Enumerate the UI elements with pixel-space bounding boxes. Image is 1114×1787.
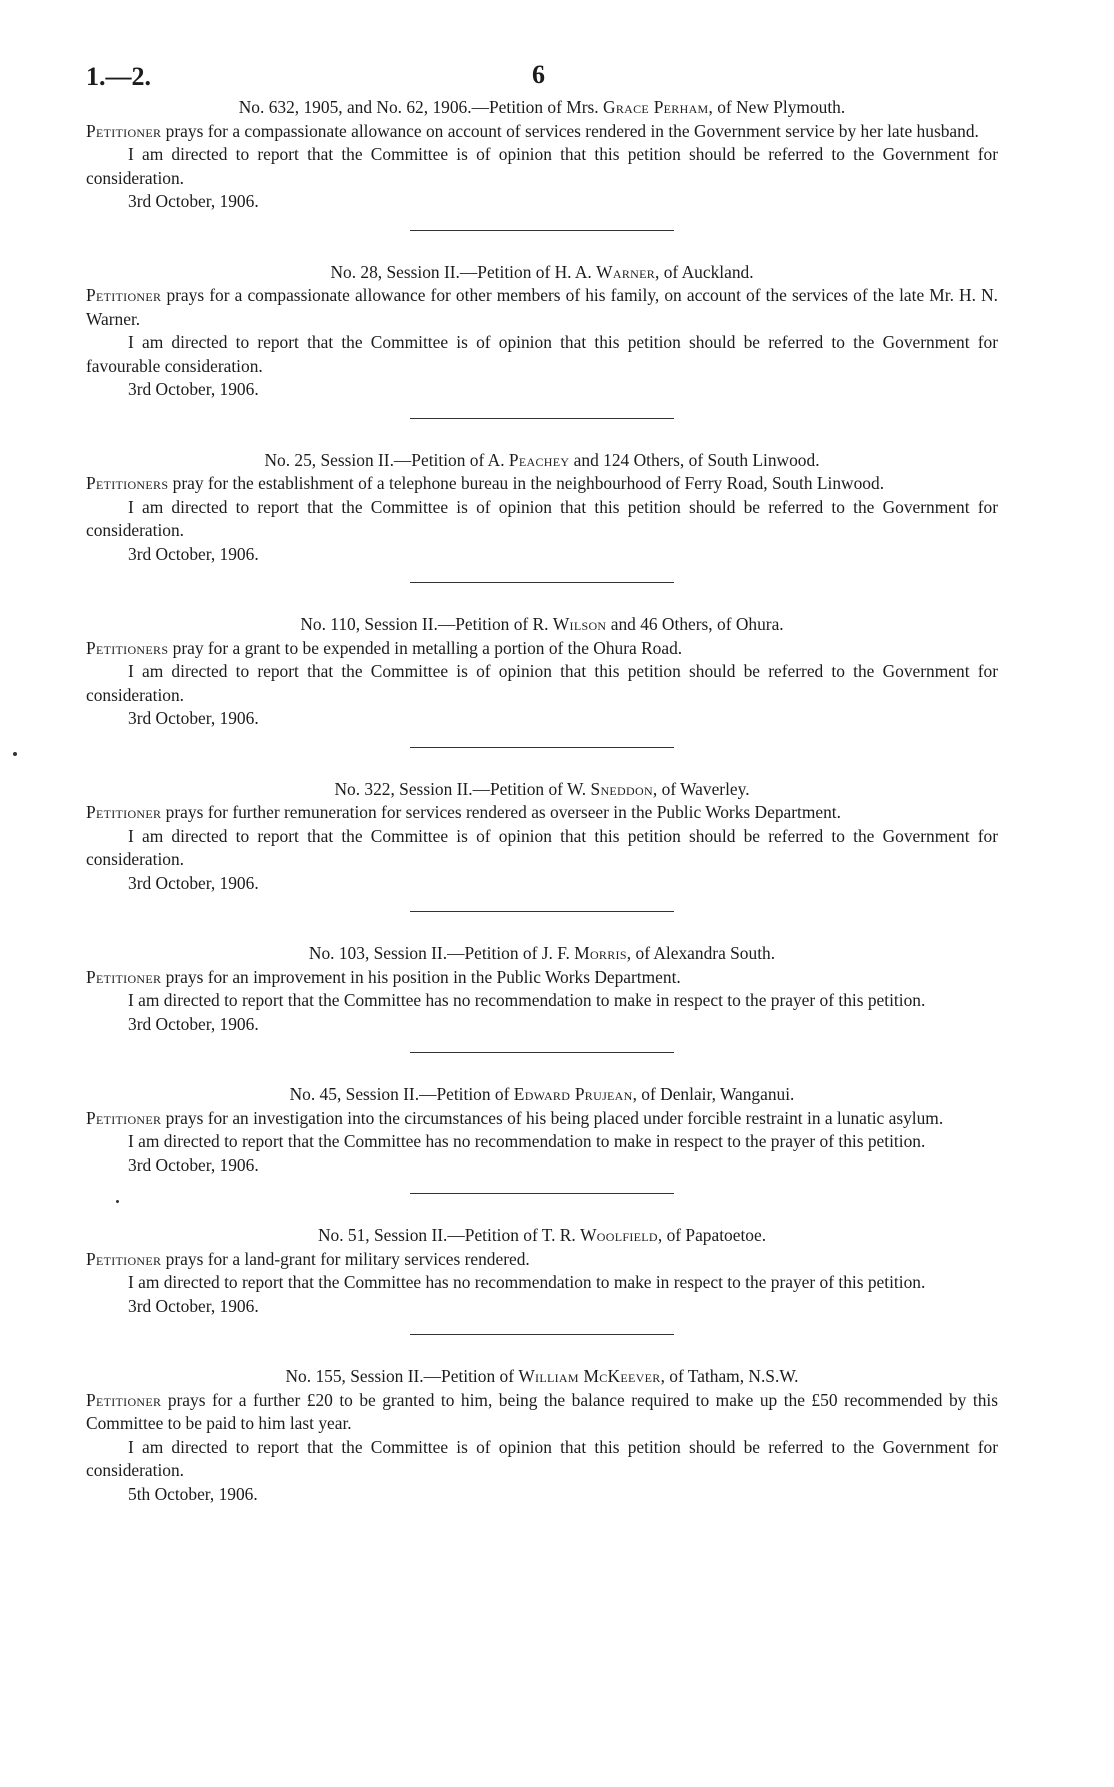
petitioner-name: Wilson bbox=[552, 614, 607, 634]
committee-report: I am directed to report that the Committee is of opinion that this petition should be referred to the Government for consideration. bbox=[86, 661, 998, 705]
petitioner-name: Morris bbox=[574, 943, 627, 963]
petition-entry bbox=[86, 449, 998, 567]
petition-entry bbox=[86, 613, 998, 731]
committee-report: I am directed to report that the Committee has no recommendation to make in respect to the prayer of this petition. bbox=[128, 1272, 926, 1292]
committee-report: I am directed to report that the Committee is of opinion that this petition should be referred to the Government for consideration. bbox=[86, 825, 998, 869]
section-divider bbox=[410, 1193, 674, 1194]
committee-report: I am directed to report that the Committee is of opinion that this petition should be referred to the Government for consideration. bbox=[86, 1436, 998, 1480]
petition-prayer: Petitioner prays for a compassionate allowance on account of services rendered in the Government service by her late husband. bbox=[86, 120, 979, 141]
section-divider bbox=[410, 230, 674, 231]
petition-entry bbox=[86, 1224, 998, 1318]
petition-prayer: Petitioners pray for a grant to be expended in metalling a portion of the Ohura Road. bbox=[86, 637, 683, 658]
committee-report: I am directed to report that the Committee is of opinion that this petition should be referred to the Government for consideration. bbox=[86, 496, 998, 540]
report-date: 3rd October, 1906. bbox=[128, 1013, 259, 1034]
petition-prayer: Petitioner prays for further remuneration for services rendered as overseer in the Public Works Department. bbox=[86, 802, 841, 822]
petition-title: No. 322, Session II.—Petition of W. Sneddon, of Waverley. bbox=[334, 778, 750, 799]
petitioner-name: Peachey bbox=[508, 449, 570, 470]
petitioner-name: William McKeever bbox=[518, 1366, 661, 1386]
petition-prayer: Petitioner prays for a compassionate allowance for other members of his family, on account of the services of the late Mr. H. N. Warner. bbox=[86, 285, 998, 329]
petition-entry bbox=[86, 96, 998, 214]
committee-report: I am directed to report that the Committee is of opinion that this petition should be referred to the Government for consideration. bbox=[86, 144, 998, 188]
report-date: 5th October, 1906. bbox=[128, 1483, 258, 1504]
petition-title: No. 155, Session II.—Petition of William McKeever, of Tatham, N.S.W. bbox=[285, 1366, 799, 1386]
petition-title: No. 45, Session II.—Petition of Edward Prujean, of Denlair, Wanganui. bbox=[289, 1084, 795, 1104]
report-date: 3rd October, 1906. bbox=[128, 872, 259, 893]
section-divider bbox=[410, 911, 674, 912]
petition-title: No. 25, Session II.—Petition of A. Peachey and 124 Others, of South Linwood. bbox=[264, 449, 820, 470]
section-divider bbox=[410, 582, 674, 583]
section-divider bbox=[410, 1334, 674, 1335]
document-reference: 1.—2. bbox=[86, 62, 151, 91]
petition-prayer: Petitioner prays for a further £20 to be granted to him, being the balance required to make up the £50 recommended by this Committee to be paid to him last year. bbox=[86, 1389, 998, 1433]
report-date: 3rd October, 1906. bbox=[128, 191, 259, 211]
petition-entry bbox=[86, 261, 998, 402]
committee-report: I am directed to report that the Committee has no recommendation to make in respect to the prayer of this petition. bbox=[128, 1131, 926, 1151]
petition-entry bbox=[86, 1083, 998, 1177]
section-divider bbox=[410, 1052, 674, 1053]
committee-report: I am directed to report that the Committee has no recommendation to make in respect to the prayer of this petition. bbox=[128, 990, 926, 1010]
page-header bbox=[86, 56, 998, 96]
petition-prayer: Petitioner prays for an investigation into the circumstances of his being placed under forcible restraint in a lunatic asylum. bbox=[86, 1107, 944, 1128]
petition-title: No. 632, 1905, and No. 62, 1906.—Petition of Mrs. Grace Perham, of New Plymouth. bbox=[238, 97, 846, 117]
section-divider bbox=[410, 747, 674, 748]
petition-entry bbox=[86, 942, 998, 1036]
report-date: 3rd October, 1906. bbox=[128, 1154, 259, 1175]
report-date: 3rd October, 1906. bbox=[128, 1295, 259, 1316]
petition-title: No. 103, Session II.—Petition of J. F. Morris, of Alexandra South. bbox=[308, 943, 776, 963]
report-date: 3rd October, 1906. bbox=[128, 379, 259, 399]
report-date: 3rd October, 1906. bbox=[128, 543, 259, 564]
committee-report: I am directed to report that the Committee is of opinion that this petition should be referred to the Government for favourable consideration. bbox=[86, 332, 998, 376]
petition-prayer: Petitioner prays for a land-grant for military services rendered. bbox=[86, 1248, 530, 1269]
petitioner-name: Grace Perham bbox=[602, 97, 709, 117]
scan-speck bbox=[116, 1200, 119, 1203]
petition-title: No. 110, Session II.—Petition of R. Wilson and 46 Others, of Ohura. bbox=[300, 614, 784, 634]
petition-prayer: Petitioners pray for the establishment of a telephone bureau in the neighbourhood of Ferry Road, South Linwood. bbox=[86, 473, 885, 493]
petition-entry bbox=[86, 1365, 998, 1506]
petition-title: No. 51, Session II.—Petition of T. R. Woolfield, of Papatoetoe. bbox=[317, 1225, 767, 1245]
petitioner-name: Edward Prujean bbox=[513, 1084, 633, 1104]
document-page bbox=[86, 56, 998, 1506]
section-divider bbox=[410, 418, 674, 419]
petition-prayer: Petitioner prays for an improvement in his position in the Public Works Department. bbox=[86, 966, 681, 987]
petition-title: No. 28, Session II.—Petition of H. A. Warner, of Auckland. bbox=[330, 261, 754, 282]
scan-speck bbox=[13, 752, 17, 756]
petitioner-name: Woolfield bbox=[580, 1225, 658, 1245]
page-number: 6 bbox=[532, 60, 545, 89]
petition-entry bbox=[86, 778, 998, 896]
petitioner-name: Sneddon bbox=[590, 778, 653, 799]
report-date: 3rd October, 1906. bbox=[128, 708, 259, 728]
petitioner-name: Warner bbox=[596, 261, 656, 282]
